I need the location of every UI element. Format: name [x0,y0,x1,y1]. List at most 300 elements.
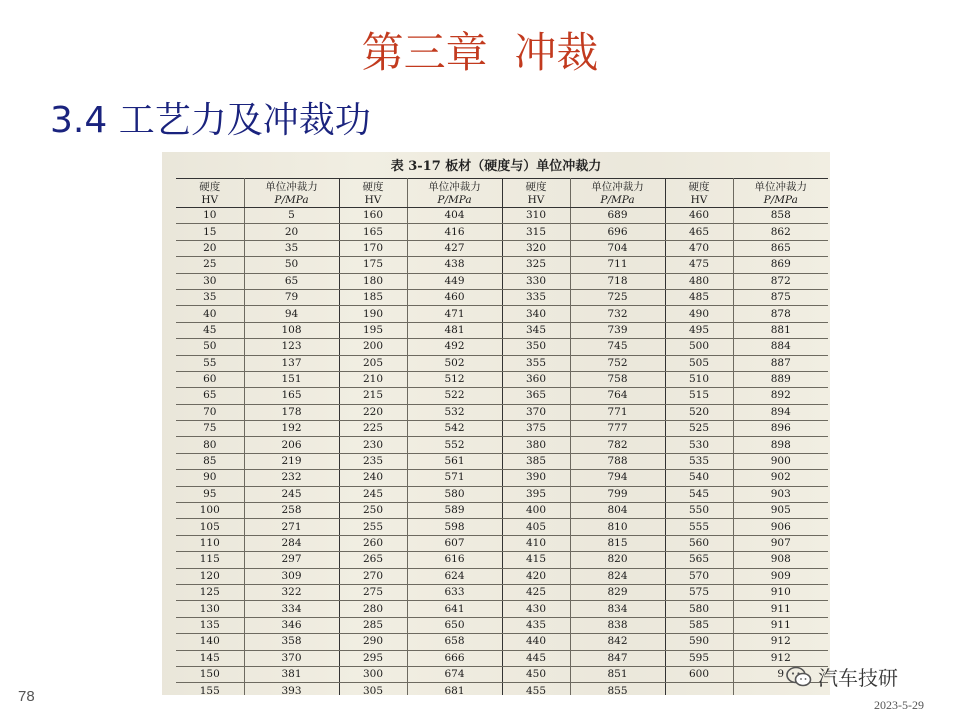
hardness-cell: 195 [339,322,407,338]
hardness-cell: 205 [339,355,407,371]
table-row [176,650,828,666]
force-cell: 905 [733,503,828,519]
force-cell: 271 [244,519,339,535]
hardness-cell: 45 [176,322,244,338]
force-cell: 872 [733,273,828,289]
force-cell: 851 [570,666,665,682]
table-row [176,339,828,355]
hardness-cell [665,683,733,695]
hardness-cell: 215 [339,388,407,404]
hardness-cell: 315 [502,224,570,240]
hardness-cell: 495 [665,322,733,338]
force-cell: 123 [244,339,339,355]
hardness-cell: 570 [665,568,733,584]
header-hardness-name: 硬度 [362,181,384,193]
force-cell: 758 [570,371,665,387]
hardness-cell: 115 [176,552,244,568]
force-cell: 416 [407,224,502,240]
hardness-cell: 600 [665,666,733,682]
hardness-cell: 475 [665,257,733,273]
hardness-cell: 595 [665,650,733,666]
force-cell: 404 [407,208,502,224]
force-cell: 764 [570,388,665,404]
table-row [176,503,828,519]
force-cell: 752 [570,355,665,371]
hardness-cell: 225 [339,421,407,437]
hardness-cell: 140 [176,634,244,650]
watermark [786,662,898,691]
hardness-cell: 590 [665,634,733,650]
force-cell: 258 [244,503,339,519]
force-cell: 108 [244,322,339,338]
force-cell: 696 [570,224,665,240]
header-force [244,179,339,208]
hardness-cell: 50 [176,339,244,355]
force-cell: 334 [244,601,339,617]
hardness-cell: 270 [339,568,407,584]
force-cell: 35 [244,240,339,256]
hardness-cell: 15 [176,224,244,240]
table-caption: 表 3-17 板材（硬度与）单位冲裁力 [390,159,602,174]
force-cell: 449 [407,273,502,289]
hardness-cell: 485 [665,289,733,305]
header-force-name: 单位冲裁力 [265,181,318,193]
force-cell: 739 [570,322,665,338]
table-header-row [176,179,828,208]
header-hardness-unit: HV [364,193,382,206]
hardness-cell: 285 [339,617,407,633]
force-cell: 481 [407,322,502,338]
hardness-cell: 520 [665,404,733,420]
table-row [176,666,828,682]
force-cell: 9 [733,666,828,682]
force-cell: 865 [733,240,828,256]
hardness-cell: 55 [176,355,244,371]
hardness-cell: 105 [176,519,244,535]
hardness-cell: 470 [665,240,733,256]
hardness-cell: 445 [502,650,570,666]
force-cell: 370 [244,650,339,666]
hardness-cell: 400 [502,503,570,519]
force-cell: 794 [570,470,665,486]
hardness-cell: 120 [176,568,244,584]
hardness-cell: 565 [665,552,733,568]
header-hardness [339,179,407,208]
force-cell: 788 [570,453,665,469]
force-cell: 892 [733,388,828,404]
header-hardness [665,179,733,208]
hardness-cell: 290 [339,634,407,650]
header-hardness-name: 硬度 [525,181,547,193]
hardness-cell: 500 [665,339,733,355]
hardness-cell: 260 [339,535,407,551]
hardness-cell: 95 [176,486,244,502]
hardness-cell: 275 [339,584,407,600]
force-cell: 674 [407,666,502,682]
hardness-force-table [176,178,828,695]
hardness-cell: 450 [502,666,570,682]
force-cell: 607 [407,535,502,551]
force-cell: 725 [570,289,665,305]
force-cell: 393 [244,683,339,695]
force-cell: 782 [570,437,665,453]
hardness-cell: 250 [339,503,407,519]
force-cell: 50 [244,257,339,273]
hardness-cell: 585 [665,617,733,633]
force-cell: 824 [570,568,665,584]
hardness-cell: 70 [176,404,244,420]
hardness-cell: 550 [665,503,733,519]
hardness-cell: 575 [665,584,733,600]
table-row [176,552,828,568]
force-cell: 884 [733,339,828,355]
force-cell: 838 [570,617,665,633]
hardness-cell: 355 [502,355,570,371]
hardness-cell: 415 [502,552,570,568]
hardness-cell: 60 [176,371,244,387]
hardness-cell: 560 [665,535,733,551]
hardness-cell: 460 [665,208,733,224]
hardness-cell: 305 [339,683,407,695]
table-row [176,453,828,469]
hardness-cell: 515 [665,388,733,404]
force-cell: 633 [407,584,502,600]
hardness-cell: 230 [339,437,407,453]
table-row [176,322,828,338]
force-cell: 438 [407,257,502,273]
force-cell: 571 [407,470,502,486]
hardness-cell: 295 [339,650,407,666]
table-row [176,486,828,502]
force-cell: 820 [570,552,665,568]
force-cell: 810 [570,519,665,535]
force-cell: 711 [570,257,665,273]
force-cell: 502 [407,355,502,371]
hardness-cell: 280 [339,601,407,617]
force-cell: 427 [407,240,502,256]
hardness-cell: 465 [665,224,733,240]
hardness-cell: 245 [339,486,407,502]
hardness-cell: 350 [502,339,570,355]
force-cell: 309 [244,568,339,584]
force-cell: 532 [407,404,502,420]
hardness-cell: 185 [339,289,407,305]
force-cell: 5 [244,208,339,224]
hardness-cell: 330 [502,273,570,289]
table-row [176,388,828,404]
force-cell: 847 [570,650,665,666]
table-row [176,519,828,535]
header-force-unit: P/MPa [274,193,309,206]
table-row [176,617,828,633]
header-force-unit: P/MPa [600,193,635,206]
table-row [176,240,828,256]
hardness-cell: 265 [339,552,407,568]
hardness-cell: 180 [339,273,407,289]
force-cell: 777 [570,421,665,437]
hardness-cell: 490 [665,306,733,322]
hardness-cell: 125 [176,584,244,600]
force-cell: 322 [244,584,339,600]
header-force-name: 单位冲裁力 [754,181,807,193]
hardness-cell: 30 [176,273,244,289]
hardness-cell: 210 [339,371,407,387]
table-row [176,289,828,305]
force-cell: 552 [407,437,502,453]
header-hardness [502,179,570,208]
force-cell: 894 [733,404,828,420]
force-cell: 666 [407,650,502,666]
hardness-cell: 395 [502,486,570,502]
hardness-cell: 190 [339,306,407,322]
table-row [176,404,828,420]
force-cell: 624 [407,568,502,584]
force-cell: 589 [407,503,502,519]
table-row [176,306,828,322]
table-row [176,355,828,371]
hardness-cell: 25 [176,257,244,273]
force-cell: 681 [407,683,502,695]
hardness-cell: 35 [176,289,244,305]
force-cell: 909 [733,568,828,584]
hardness-cell: 455 [502,683,570,695]
table-row [176,224,828,240]
hardness-cell: 335 [502,289,570,305]
hardness-cell: 40 [176,306,244,322]
force-cell: 862 [733,224,828,240]
force-cell: 903 [733,486,828,502]
hardness-cell: 385 [502,453,570,469]
hardness-cell: 525 [665,421,733,437]
hardness-cell: 510 [665,371,733,387]
force-cell: 616 [407,552,502,568]
table-row [176,535,828,551]
hardness-cell: 165 [339,224,407,240]
force-cell: 580 [407,486,502,502]
hardness-cell: 145 [176,650,244,666]
force-cell: 815 [570,535,665,551]
force-cell: 842 [570,634,665,650]
force-cell: 875 [733,289,828,305]
hardness-cell: 430 [502,601,570,617]
force-cell: 94 [244,306,339,322]
header-force [570,179,665,208]
hardness-cell: 365 [502,388,570,404]
hardness-cell: 130 [176,601,244,617]
hardness-cell: 410 [502,535,570,551]
force-cell: 887 [733,355,828,371]
force-cell: 381 [244,666,339,682]
table-row [176,470,828,486]
hardness-cell: 75 [176,421,244,437]
force-cell: 910 [733,584,828,600]
force-cell: 658 [407,634,502,650]
hardness-cell: 85 [176,453,244,469]
header-force-name: 单位冲裁力 [591,181,644,193]
hardness-cell: 345 [502,322,570,338]
force-cell: 460 [407,289,502,305]
force-cell: 878 [733,306,828,322]
table-row [176,208,828,224]
force-cell: 206 [244,437,339,453]
force-cell: 718 [570,273,665,289]
force-cell: 799 [570,486,665,502]
hardness-cell: 240 [339,470,407,486]
force-cell: 732 [570,306,665,322]
force-cell: 192 [244,421,339,437]
hardness-cell: 150 [176,666,244,682]
table-row [176,437,828,453]
force-cell: 855 [570,683,665,695]
watermark-text: 汽车技研 [818,666,898,690]
hardness-cell: 65 [176,388,244,404]
force-cell: 912 [733,650,828,666]
header-force-name: 单位冲裁力 [428,181,481,193]
header-force [733,179,828,208]
force-cell: 829 [570,584,665,600]
hardness-cell: 175 [339,257,407,273]
hardness-cell: 20 [176,240,244,256]
hardness-cell: 340 [502,306,570,322]
hardness-cell: 255 [339,519,407,535]
force-cell: 771 [570,404,665,420]
force-cell: 598 [407,519,502,535]
hardness-cell: 325 [502,257,570,273]
hardness-cell: 160 [339,208,407,224]
hardness-cell: 405 [502,519,570,535]
hardness-cell: 320 [502,240,570,256]
force-cell: 245 [244,486,339,502]
table-row [176,601,828,617]
hardness-cell: 440 [502,634,570,650]
header-force-unit: P/MPa [763,193,798,206]
hardness-cell: 555 [665,519,733,535]
hardness-cell: 135 [176,617,244,633]
hardness-cell: 170 [339,240,407,256]
hardness-cell: 300 [339,666,407,682]
hardness-cell: 545 [665,486,733,502]
force-cell: 896 [733,421,828,437]
header-hardness-unit: HV [201,193,219,206]
table-row [176,273,828,289]
force-cell: 165 [244,388,339,404]
hardness-cell: 360 [502,371,570,387]
force-cell: 902 [733,470,828,486]
force-cell: 137 [244,355,339,371]
force-cell: 219 [244,453,339,469]
force-cell: 906 [733,519,828,535]
table-row [176,257,828,273]
slide-date: 2023-5-29 [874,698,924,712]
force-cell: 911 [733,601,828,617]
hardness-cell: 390 [502,470,570,486]
hardness-cell: 370 [502,404,570,420]
force-cell: 232 [244,470,339,486]
header-force [407,179,502,208]
force-cell: 881 [733,322,828,338]
header-force-unit: P/MPa [437,193,472,206]
force-cell: 346 [244,617,339,633]
hardness-cell: 375 [502,421,570,437]
force-cell: 641 [407,601,502,617]
table-row [176,584,828,600]
header-hardness-name: 硬度 [199,181,221,193]
force-cell: 869 [733,257,828,273]
hardness-cell: 235 [339,453,407,469]
hardness-cell: 90 [176,470,244,486]
table-row [176,683,828,695]
table-row [176,634,828,650]
force-cell: 745 [570,339,665,355]
hardness-cell: 435 [502,617,570,633]
hardness-cell: 310 [502,208,570,224]
force-cell: 908 [733,552,828,568]
force-cell: 804 [570,503,665,519]
section-heading: 3.4 工艺力及冲裁功 [50,100,371,141]
hardness-cell: 10 [176,208,244,224]
hardness-cell: 220 [339,404,407,420]
table-row [176,421,828,437]
force-cell: 650 [407,617,502,633]
table-body [176,208,828,696]
slide-title: 第三章 冲裁 [361,28,599,77]
table-row [176,371,828,387]
force-cell: 297 [244,552,339,568]
force-cell: 20 [244,224,339,240]
wechat-icon [786,666,812,688]
force-cell: 512 [407,371,502,387]
force-cell: 358 [244,634,339,650]
force-cell: 898 [733,437,828,453]
force-cell: 471 [407,306,502,322]
force-cell: 689 [570,208,665,224]
hardness-cell: 110 [176,535,244,551]
hardness-cell: 535 [665,453,733,469]
header-hardness-name: 硬度 [688,181,710,193]
force-cell: 858 [733,208,828,224]
force-cell: 889 [733,371,828,387]
force-cell: 561 [407,453,502,469]
hardness-cell: 200 [339,339,407,355]
page-number: 78 [18,688,35,705]
force-cell: 522 [407,388,502,404]
table-row [176,568,828,584]
force-cell: 834 [570,601,665,617]
force-cell: 492 [407,339,502,355]
header-hardness-unit: HV [527,193,545,206]
hardness-cell: 420 [502,568,570,584]
hardness-cell: 80 [176,437,244,453]
force-cell: 911 [733,617,828,633]
force-cell: 151 [244,371,339,387]
force-cell: 284 [244,535,339,551]
hardness-cell: 100 [176,503,244,519]
force-cell: 704 [570,240,665,256]
force-cell: 907 [733,535,828,551]
hardness-cell: 540 [665,470,733,486]
hardness-cell: 380 [502,437,570,453]
force-cell: 178 [244,404,339,420]
hardness-cell: 530 [665,437,733,453]
force-cell: 65 [244,273,339,289]
scanned-table-image [162,152,830,695]
hardness-cell: 480 [665,273,733,289]
header-hardness [176,179,244,208]
force-cell: 79 [244,289,339,305]
force-cell: 542 [407,421,502,437]
hardness-cell: 580 [665,601,733,617]
hardness-cell: 155 [176,683,244,695]
